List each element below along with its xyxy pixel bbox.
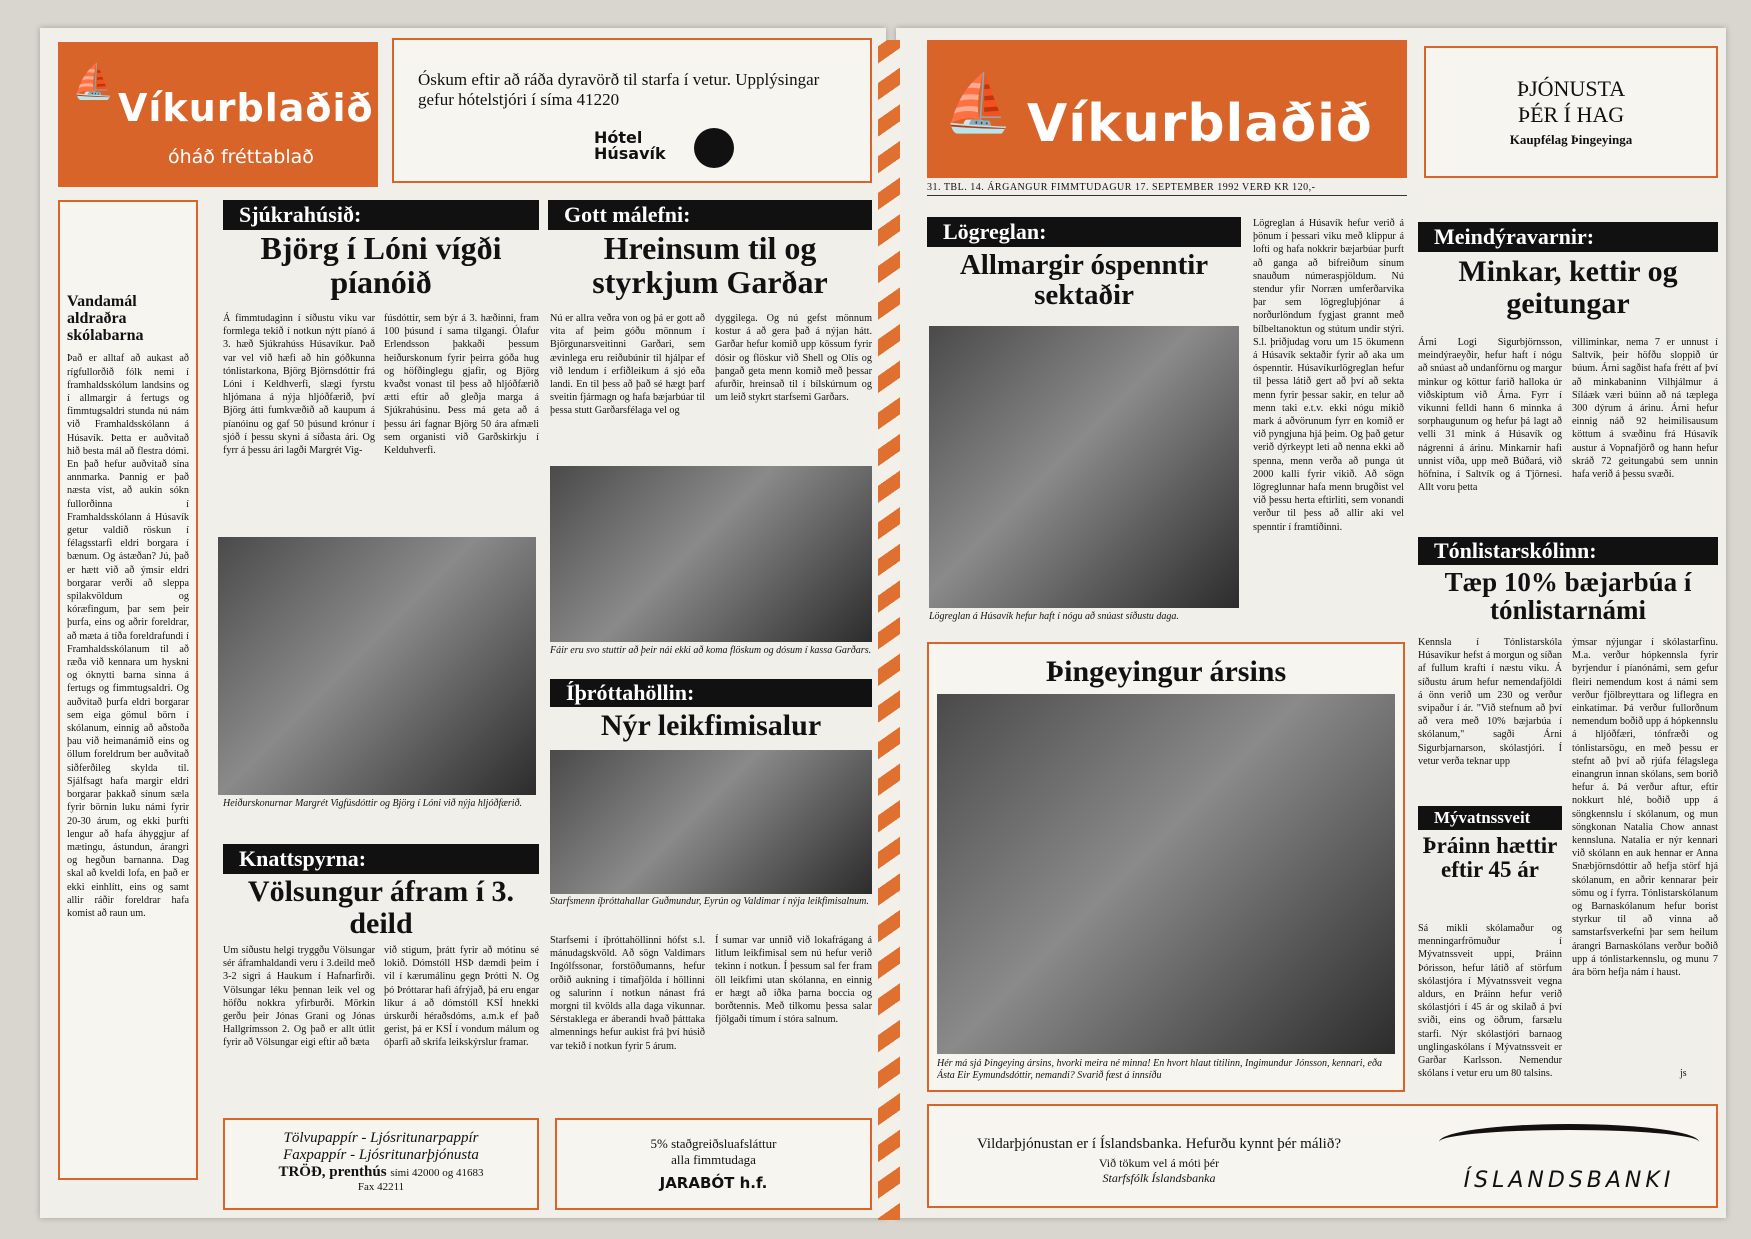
sidebar-column — [58, 200, 198, 1180]
article-thrainn-body: Sá mikli skólamaður og menningarfrömuður í Mývatnssveit uppi, Þráinn Þórisson, hefur látið af störfum skólastjóra í Mývatnssveit vegna aldurs, en Þráinn hefur verið skólastjóri í 45 ár og skilað á því sviði, eins og öðrum, farsælu starfi. Nýr skólastjóri barnaog unglingaskólans í Mývatnssveit er Garðar Karlsson. Nemendur skólans í vetur eru um 80 talsins. — [1418, 923, 1562, 1080]
kicker-gott-malefni: Gott málefni: — [548, 200, 872, 230]
article-tonlist-col2: ýmsar nýjungar í skólastarfinu. M.a. verður hópkennsla fyrir byrjendur í píanónámi, sem gefur fleiri nemendum kost á námi sem verður fjölbreyttara og liflegra en einkatímar. Þá verður fullorðnum nemendum boðið upp á hópkennslu á hljóðfæri, tónfræði og tónlistarsögu, en með þessu er stefnt að því að rjúfa félagslega einangrun innan skólans, sem borið hefur á. Þá verður aftur, eftir nokkurt hlé, boðið upp á söngkennslu í skólanum, og mun söngkonan Natalia Chow annast kennsluna. Natalia er nýr kennari við skólann en auk hennar er Anna Snæbjörnsdóttir að hefja störf hjá skólanum, en aðrir kennarar þeir sömu og í fyrra. Tónlistarskólanum og Barnaskólanum hefur borist styrkur til að vinna að samstarfsverkefni þar sem heilum árangri Barnaskólans verður boðið upp á tónlistarkennslu, og munu 7 ára börn hefja nám í haust. — [1572, 637, 1718, 979]
masthead-subtitle: óháð fréttablað — [168, 146, 314, 168]
viking-ship-icon-right: ⛵ — [943, 73, 1013, 135]
kicker-myvatnssveit: Mývatnssveit — [1418, 806, 1562, 830]
hotel-logo-icon — [694, 128, 734, 168]
article-gardar-col1: Nú er allra veðra von og þá er gott að vita af þeim góðu mönnum í Björgunarsveitinni Garðari, sem ævinlega eru reiðubúnir til hjálpar ef við lendum í erfiðleikum á sjó eða landi. En til þess að það sé hægt þarf sveitin fjármagn og hafa bæjarbúar til þessa stutt Garðarsfélaga vel og — [550, 313, 705, 417]
article-minkar-col1: Árni Logi Sigurbjörnsson, meindýraeyðir, hefur haft í nógu að snúast að undanförnu og margur minkur og köttur farið halloka úr viðskiptum við Árna. Fyrr í vikunni felldi hann 6 minnka á sorphaugunum og hefur þá lagt að velli 31 mink á Húsavík og nágrenni á árinu. Minkarnir hafi unnist víða, upp með Búðará, við höfnina, í Saltvík og á Tjörnesi. Allt voru þetta — [1418, 337, 1562, 494]
kicker-meindyravarnir: Meindýravarnir: — [1418, 222, 1718, 252]
article-leikfimisalur-col1: Starfsemi í íþróttahöllinni hófst s.l. mánudagskvöld. Að sögn Valdimars Ingólfssonar, forstöðumanns, hefur orðið aukning í tímafjölda í höllinni og salurinn í notkun nánast frá morgni til kvölds alla daga vikunnar. Sérstaklega er áberandi hvað þátttaka almennings hefur aukist frá því húsið var tekið í notkun fyrir 5 árum. — [550, 935, 705, 1052]
trod-ad-fax: Fax 42211 — [357, 1181, 405, 1193]
masthead-title: Víkurblaðið — [118, 86, 374, 130]
hotel-ad — [392, 38, 872, 183]
kaupfelag-ad — [1424, 46, 1718, 178]
article-volsungur-col1: Um síðustu helgi tryggðu Völsungar sér áframhaldandi veru í 3.deild með 3-2 sigri á Haukum í Hafnarfirði. Völsungar léku þennan leik vel og höfðu nokkra yfirburði. Mörkin gerðu þeir Jónas Grani og Jónas Hallgrímsson 2. Og það er allt útlit fyrir að Völsungar eigi eftir að bæta — [223, 945, 375, 1049]
article-volsungur-col2: við stigum, þrátt fyrir að mótinu sé lokið. Dómstóll HSÞ dæmdi þeim í vil í kærumálinu gegn Þrótti N. Og þó Þróttarar hafi áfrýjað, þá eru engar líkur á að dómstóll KSÍ hnekki úrskurði héraðsdóms, a.m.k ef það gerist, þá er KSÍ í vondum málum og óþarfi að skrifa leikskýrslur framar. — [384, 945, 539, 1049]
article-gardar-col2: dyggilega. Og nú gefst mönnum kostur á að gera það á nýjan hátt. Garðar hefur komið upp kössum fyrir dósir og flöskur við Shell og Olís og þangað geta menn komið með þessar afurðir, hreinsað til í bílskúrnum og um leið stykrt starfsemi Garðars. — [715, 313, 872, 404]
photo-thingeyingur — [937, 694, 1395, 1054]
article-minkar-col2: villiminkar, nema 7 er unnust í Saltvík, þeir höfðu sloppið úr búum. Árni sagðist hafa frétt af því að minkabaninn Vilhjálmur á Síláæk væri búinn að ná tæplega 300 dýrum á árinu. Árni hefur einnig náð 92 heimilisausum köttum á svæðinu frá Húsavík austur á Vopnafjörð og hann hefur skráð 72 geitungabú sem unnin hafa verið á þessu svæði. — [1572, 337, 1718, 481]
headline-tonlistarnam: Tæp 10% bæjarbúa í tónlistarnámi — [1444, 567, 1692, 626]
kicker-tonlistarskolinn: Tónlistarskólinn: — [1418, 537, 1718, 565]
masthead-right — [927, 40, 1407, 178]
bank-wave-icon — [1439, 1124, 1699, 1160]
headline-thingeyingur: Þingeyingur ársins — [1045, 655, 1287, 688]
bank-ad-brand: ÍSLANDSBANKI — [1463, 1168, 1675, 1193]
photo-bjorg — [218, 537, 536, 795]
headline-minkar: Minkar, kettir og geitungar — [1458, 255, 1678, 320]
thingeyingur-box — [927, 642, 1405, 1092]
trod-ad-name: TRÖÐ, prenthús — [278, 1164, 387, 1180]
trod-ad-line2: Faxpappír - Ljósritunarþjónusta — [283, 1147, 479, 1163]
jarabot-ad-line2: alla fimmtudaga — [671, 1152, 756, 1167]
bank-ad-line1: Vildarþjónustan er í Íslandsbanka. Hefurðu kynnt þér málið? — [977, 1136, 1341, 1152]
headline-volsungur: Völsungur áfram í 3. deild — [247, 875, 515, 940]
article-bjorg-col1: Á fimmtudaginn í síðustu viku var formlega tekið í notkun nýtt píanó á 3. hæð Sjúkrahúss Húsavíkur. Það var vel við hæfi að hin góðkunna tónlistarkona, Björg Björnsdóttir frá Lóni í Keldhverfi, slægi fyrstu hljómana á nýja hljóðfærið, því Björg átti fumkvæðið að kaupum á píanóinu og gaf 50 þúsund krónur í sjóð í þessu skyni á síðasta ári. Og fyrr á þessu ári lagði Margrét Vig- — [223, 313, 375, 457]
page-spine — [878, 40, 900, 1220]
article-tonlist-col1: Kennsla í Tónlistarskóla Húsavíkur hefst á morgun og síðan af fullum krafti í næstu viku. Á síðustu árum hefur nemendafjöldi á önn verið um 230 og verður svipaður í ár. "Við stefnum að því að vera með 10% bæjarbúa í skólanum," sagði Árni Sigurbjarnarson, skólastjóri. Í vetur verða teknar upp — [1418, 637, 1562, 767]
sidebar-body: Það er alltaf að aukast að rígfullorðið fólk nemi í framhaldsskólum landsins og í allmargir á fertugs og fimmtugsaldri stunda nú nám við Framhaldsskólann á Húsavík. Þetta er auðvitað hið besta mál að flestra dómi. En það hefur auðvitað sína annmarka. Þannig er það næsta víst, að aukin sókn fullorðinna í Framhaldsskólann á Húsavík getur valdið röskun í félagsstarfi eldri borgara í bænum. Og ástæðan? Jú, það er hætt við að ýmsir eldri borgarar verði að sleppa spilakvöldum og kóræfingum, þar sem þeir þurfa, eins og aðrir foreldrar, að mæta á tíða foreldrafundi í Framhaldsskólanum til að ræða við kennara um hyskni og óknytti barna sinna á fertugs og fimmtugsaldri. Og auðvitað þurfa eldri borgarar sem eiga gömul börn í skólanum, einnig að aðstoða þau við heimanámið eins og öllum foreldrum ber auðvitað siðferðileg skylda til. Sjálfsagt hafa margir eldri borgarar þakkað sínum sæla fyrir börnin luku námi fyrir 20-30 árum, og ekki þurfti lengur að hafa áhyggjur af mætingu, ástundun, árangri og hegðun barnanna. Dag skal að kveldi lofa, en það er ekki einhlítt, eins og samt allir ráðir foreldrar hafa komist að raun um. — [67, 353, 189, 919]
caption-leikfimisalur: Starfsmenn íþróttahallar Guðmundur, Eyrún og Valdimar í nýja leikfimisalnum. — [550, 896, 869, 907]
islandsbanki-ad — [927, 1104, 1718, 1208]
kaupfelag-ad-line2: ÞÉR Í HAG — [1517, 102, 1625, 127]
viking-ship-icon: ⛵ — [72, 64, 115, 101]
headline-bjorg: Björg í Lóni vígði píanóið — [260, 230, 502, 300]
trod-ad-line1: Tölvupappír - Ljósritunarpappír — [283, 1130, 479, 1146]
hotel-ad-text: Óskum eftir að ráða dyravörð til starfa í vetur. Upplýsingar gefur hótelstjóri í síma 41220 — [418, 70, 820, 109]
caption-gardar: Fáir eru svo stuttir að þeir nái ekki að koma flöskum og dósum í kassa Garðars. — [550, 645, 872, 656]
sidebar-title: Vandamál aldraðra skólabarna — [67, 293, 144, 344]
trod-ad — [223, 1118, 539, 1210]
masthead-right-title: Víkurblaðið — [1027, 94, 1373, 154]
caption-logreglan: Lögreglan á Húsavík hefur haft í nógu að snúast síðustu daga. — [929, 611, 1179, 622]
headline-ospenntir: Allmargir óspenntir sektaðir — [959, 249, 1209, 312]
photo-gardar-container — [550, 466, 872, 642]
article-tonlist-signature: js — [1680, 1068, 1687, 1079]
headline-thrainn: Þráinn hættir eftir 45 ár — [1422, 833, 1558, 883]
jarabot-ad — [555, 1118, 872, 1210]
article-leikfimisalur-col2: Í sumar var unnið við lokafrágang á litlum leikfimisal sem nú hefur verið tekinn í notkun. Í þessum sal fer fram öll leikfimi utan skólanna, en einnig er hægt að iðka þarna boccia og borðtennis. Með tilkomu þessa salar fjölgaði tímum í stóra salnum. — [715, 935, 872, 1026]
jarabot-ad-line1: 5% staðgreiðsluafsláttur — [650, 1136, 777, 1151]
caption-bjorg: Heiðurskonurnar Margrét Vigfúsdóttir og Björg í Lóni við nýja hljóðfærið. — [223, 798, 523, 809]
jarabot-ad-brand: JARABÓT h.f. — [659, 1174, 768, 1192]
headline-leikfimisalur: Nýr leikfimisalur — [600, 709, 822, 742]
bank-ad-line2: Við tökum vel á móti þér — [1098, 1156, 1220, 1170]
masthead-left — [58, 42, 378, 187]
caption-thingeyingur: Hér má sjá Þingeying ársins, hvorki meira né minna! En hvort hlaut titilinn, Ingimundur Jónsson, kennari, eða Ásta Eir Eymundsdóttir, nemandi? Svarið fæst á innsíðu — [937, 1058, 1382, 1081]
kicker-ithrottahollin: Íþróttahöllin: — [550, 679, 872, 707]
headline-gardar: Hreinsum til og styrkjum Garðar — [592, 230, 828, 300]
article-bjorg-col2: fúsdóttir, sem býr á 3. hæðinni, fram 100 þúsund í sama tilgangi. Ólafur Erlendsson þakkaði þessum heiðurskonum fyrir þeirra góða hug og höfðinglegu gjafir, og Björg kvaðst vonast til þess að hljóðfærið ætti eftir að gleðja marga á Sjúkrahúsinu. Þess má geta að á þessu ári fagnar Björg 50 ára afmæli sem organisti við Garðskirkju í Kelduhverfi. — [384, 313, 539, 457]
photo-logreglan — [929, 326, 1239, 608]
article-logreglan-body: Lögreglan á Húsavík hefur verið á þönum í þessari viku með klippur á lofti og hafa nokkrir bæjarbúar þurft að ganga að bifreiðum sínum snauðum númeraspjöldum. Nú stendur yfir Norræn umferðarvika þar sem lögregluþjónar á norðurlöndum fygjast grannt með bílbeltanoktun og stútum undir stýri. S.l. þriðjudag voru um 15 ökumenn á Húsavík sektaðir fyrir að aka um óspenntir. Húsavíkurlögreglan hefur til þessa látið gert að því að sekta menn fyrir þessar sakir, en telur að menn taki e.t.v. ekki nógu mikið mark á aðvörunum fyrr en komið er við pyngjuna hjá þeim. Og það getur verið dýrkeypt leti að nenna ekki að spenna, menn verða að punga út 2000 kalli fyrir vikið. Að sögn lögreglunnar hafa menn brugðist vel við þessu herta eftirliti, sem vonandi verður til þess að allir aki vel spenntir í framtíðinni. — [1253, 218, 1404, 533]
kicker-logreglan: Lögreglan: — [927, 217, 1241, 247]
dateline: 31. TBL. 14. ÁRGANGUR FIMMTUDAGUR 17. SEPTEMBER 1992 VERÐ KR 120,- — [927, 182, 1407, 196]
hotel-ad-brand: Hótel Húsavík — [594, 128, 666, 163]
kaupfelag-ad-line1: ÞJÓNUSTA — [1516, 76, 1626, 101]
kicker-sjukrahusid: Sjúkrahúsið: — [223, 200, 539, 230]
trod-ad-phone: sími 42000 og 41683 — [390, 1167, 484, 1179]
photo-leikfimisalur — [550, 750, 872, 894]
kicker-knattspyrna: Knattspyrna: — [223, 844, 539, 874]
bank-ad-line3: Starfsfólk Íslandsbanka — [1102, 1171, 1216, 1185]
kaupfelag-ad-brand: Kaupfélag Þingeyinga — [1509, 132, 1633, 147]
